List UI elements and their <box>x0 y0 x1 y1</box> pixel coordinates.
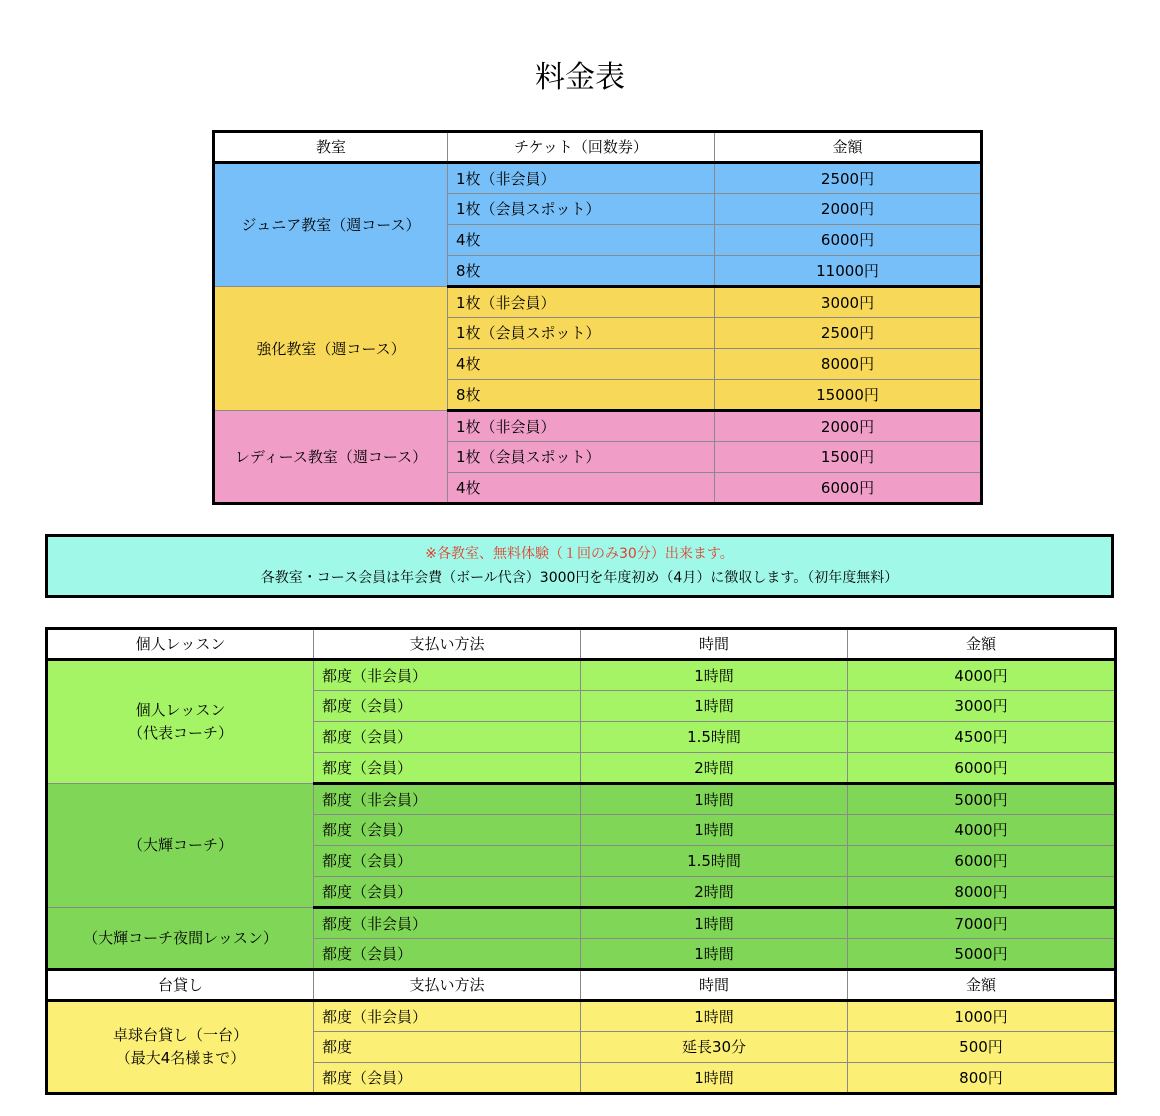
table-row <box>47 784 1116 815</box>
ticket-cell: 1枚（非会員） <box>448 411 715 442</box>
lesson-name <box>47 660 314 784</box>
time-cell: 1.5時間 <box>581 846 848 877</box>
classroom-name: レディース教室（週コース） <box>214 411 448 504</box>
ticket-cell: 1枚（非会員） <box>448 163 715 194</box>
ticket-cell: 8枚 <box>448 380 715 411</box>
ticket-cell: 4枚 <box>448 349 715 380</box>
price-cell: 3000円 <box>848 691 1116 722</box>
header-time: 時間 <box>581 629 848 660</box>
payment-cell: 都度（会員） <box>314 877 581 908</box>
payment-cell: 都度 <box>314 1032 581 1063</box>
time-cell: 1時間 <box>581 784 848 815</box>
ticket-cell: 1枚（会員スポット） <box>448 318 715 349</box>
time-cell: 1時間 <box>581 1063 848 1094</box>
free-trial-notice: ※各教室、無料体験（１回のみ30分）出来ます。 <box>425 546 734 562</box>
lesson-name: （大輝コーチ夜間レッスン） <box>47 908 314 970</box>
price-cell: 2000円 <box>715 411 982 442</box>
header-classroom: 教室 <box>214 132 448 163</box>
rental-header-row <box>47 970 1116 1001</box>
payment-cell: 都度（会員） <box>314 691 581 722</box>
payment-cell: 都度（会員） <box>314 939 581 970</box>
price-cell: 7000円 <box>848 908 1116 939</box>
price-cell: 1000円 <box>848 1001 1116 1032</box>
payment-cell: 都度（会員） <box>314 753 581 784</box>
header-lesson: 個人レッスン <box>47 629 314 660</box>
time-cell: 2時間 <box>581 877 848 908</box>
price-cell: 2500円 <box>715 318 982 349</box>
ticket-cell: 1枚（会員スポット） <box>448 194 715 225</box>
price-cell: 4000円 <box>848 815 1116 846</box>
table-row <box>47 1001 1116 1032</box>
time-cell: 1時間 <box>581 815 848 846</box>
table-row <box>47 660 1116 691</box>
ticket-cell: 4枚 <box>448 225 715 256</box>
time-cell: 1時間 <box>581 660 848 691</box>
lesson-price-table <box>45 627 1117 1095</box>
lesson-name: （大輝コーチ） <box>47 784 314 908</box>
price-cell: 4000円 <box>848 660 1116 691</box>
payment-cell: 都度（会員） <box>314 722 581 753</box>
price-cell: 1500円 <box>715 442 982 473</box>
price-cell: 11000円 <box>715 256 982 287</box>
header-price: 金額 <box>848 970 1116 1001</box>
payment-cell: 都度（会員） <box>314 815 581 846</box>
header-rental: 台貸し <box>47 970 314 1001</box>
time-cell: 1.5時間 <box>581 722 848 753</box>
price-cell: 15000円 <box>715 380 982 411</box>
price-cell: 6000円 <box>848 846 1116 877</box>
price-cell: 500円 <box>848 1032 1116 1063</box>
price-cell: 4500円 <box>848 722 1116 753</box>
price-cell: 8000円 <box>848 877 1116 908</box>
rental-name-line: （最大4名様まで） <box>115 1049 246 1067</box>
ticket-cell: 1枚（会員スポット） <box>448 442 715 473</box>
classroom-name: 強化教室（週コース） <box>214 287 448 411</box>
ticket-cell: 4枚 <box>448 473 715 504</box>
payment-cell: 都度（会員） <box>314 1063 581 1094</box>
payment-cell: 都度（非会員） <box>314 908 581 939</box>
price-cell: 3000円 <box>715 287 982 318</box>
price-cell: 6000円 <box>848 753 1116 784</box>
table-header-row <box>47 629 1116 660</box>
notice-box <box>45 534 1114 598</box>
lesson-name-line: 個人レッスン <box>135 701 226 719</box>
header-time: 時間 <box>581 970 848 1001</box>
price-cell: 5000円 <box>848 784 1116 815</box>
price-cell: 5000円 <box>848 939 1116 970</box>
table-row <box>214 163 982 194</box>
time-cell: 1時間 <box>581 1001 848 1032</box>
header-ticket: チケット（回数券） <box>448 132 715 163</box>
payment-cell: 都度（非会員） <box>314 784 581 815</box>
table-row <box>47 908 1116 939</box>
ticket-cell: 8枚 <box>448 256 715 287</box>
time-cell: 1時間 <box>581 908 848 939</box>
table-row <box>214 287 982 318</box>
price-cell: 2500円 <box>715 163 982 194</box>
header-price: 金額 <box>848 629 1116 660</box>
table-header-row <box>214 132 982 163</box>
time-cell: 2時間 <box>581 753 848 784</box>
ticket-cell: 1枚（非会員） <box>448 287 715 318</box>
price-cell: 800円 <box>848 1063 1116 1094</box>
rental-name <box>47 1001 314 1094</box>
time-cell: 延長30分 <box>581 1032 848 1063</box>
time-cell: 1時間 <box>581 939 848 970</box>
classroom-price-table <box>212 130 983 505</box>
payment-cell: 都度（非会員） <box>314 1001 581 1032</box>
price-cell: 6000円 <box>715 473 982 504</box>
header-payment: 支払い方法 <box>314 629 581 660</box>
annual-fee-notice: 各教室・コース会員は年会費（ボール代含）3000円を年度初め（4月）に徴収します。（初年度無料） <box>260 570 899 586</box>
lesson-name-line: （代表コーチ） <box>127 724 233 742</box>
payment-cell: 都度（会員） <box>314 846 581 877</box>
price-cell: 8000円 <box>715 349 982 380</box>
price-cell: 2000円 <box>715 194 982 225</box>
page-title: 料金表 <box>535 60 625 95</box>
table-row <box>214 411 982 442</box>
price-cell: 6000円 <box>715 225 982 256</box>
classroom-name: ジュニア教室（週コース） <box>214 163 448 287</box>
header-price: 金額 <box>715 132 982 163</box>
payment-cell: 都度（非会員） <box>314 660 581 691</box>
time-cell: 1時間 <box>581 691 848 722</box>
header-payment: 支払い方法 <box>314 970 581 1001</box>
rental-name-line: 卓球台貸し（一台） <box>112 1026 248 1044</box>
